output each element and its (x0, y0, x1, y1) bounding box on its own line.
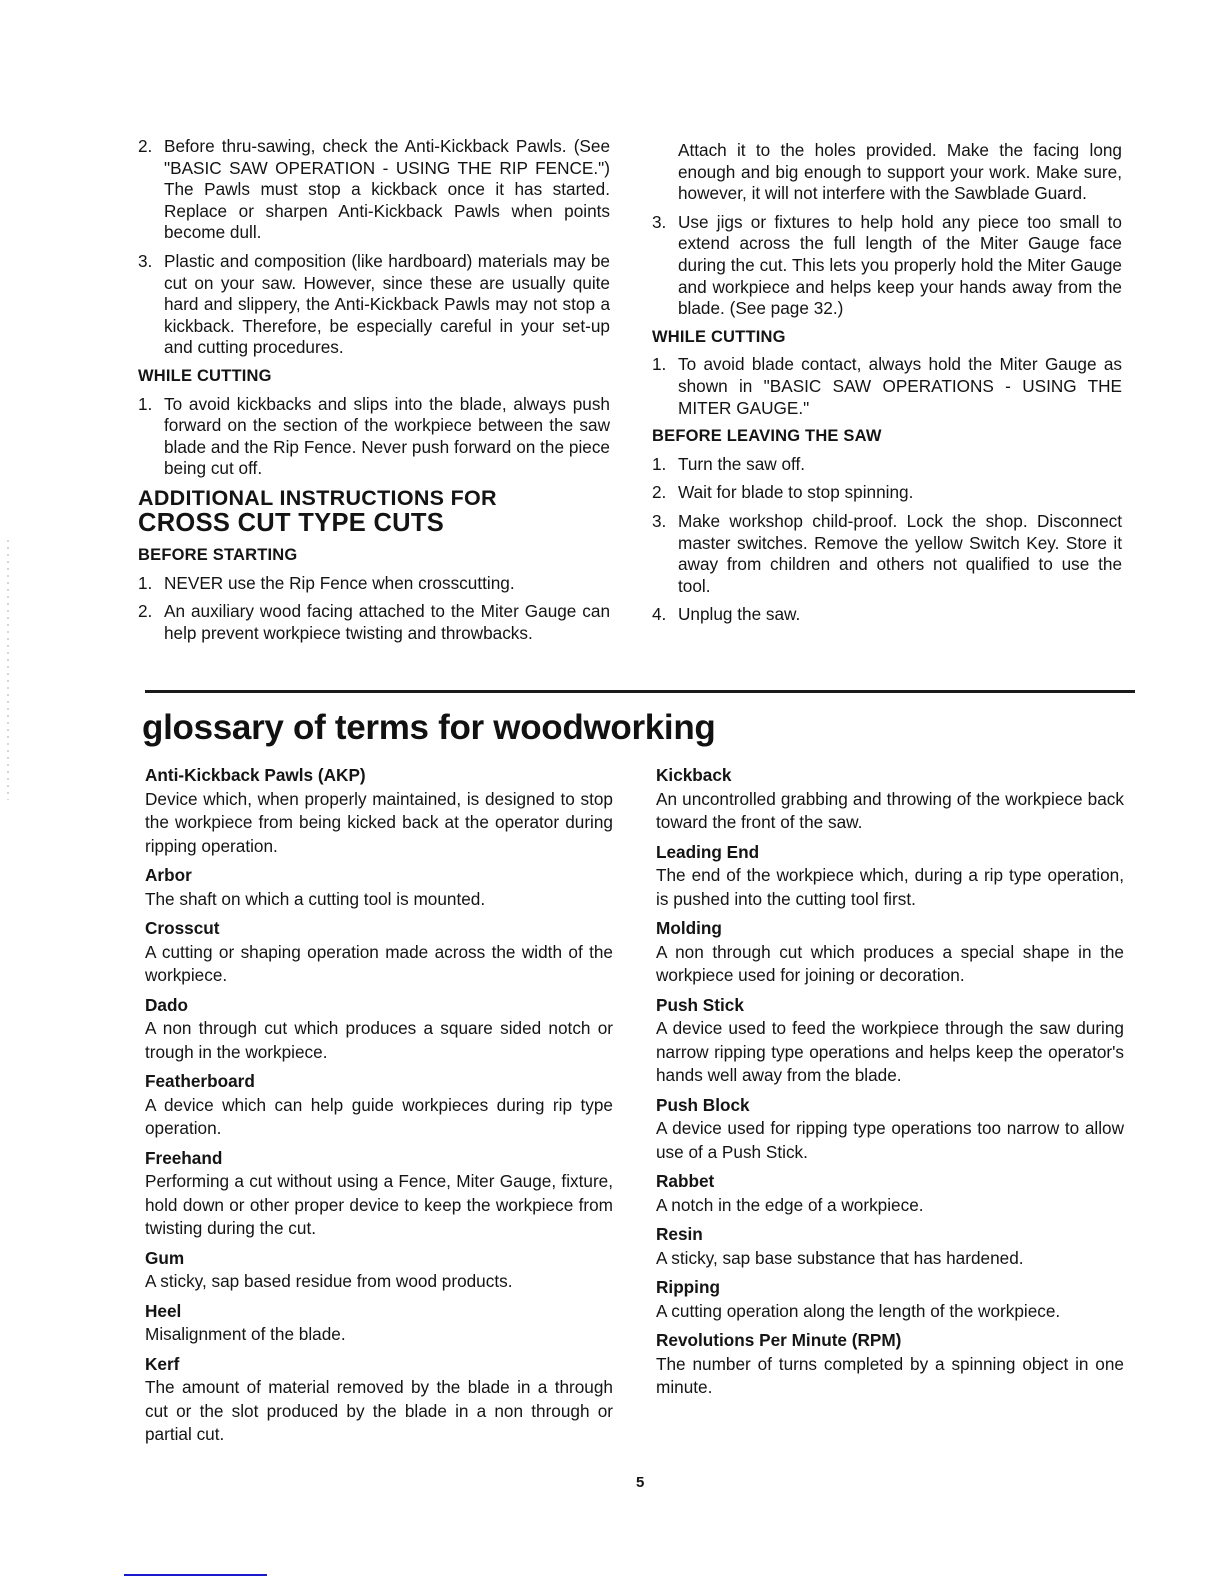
jigs-list (652, 212, 1122, 320)
glossary-definition: Device which, when properly maintained, is designed to stop the workpiece from being kicked back at the operator during ripping operation. (145, 788, 613, 856)
section-heading: WHILE CUTTING (138, 366, 272, 385)
list-item: 2. An auxiliary wood facing attached to the Miter Gauge can help prevent workpiece twisting and throwbacks. (138, 601, 610, 643)
additional-instructions-heading: ADDITIONAL INSTRUCTIONS FOR (138, 485, 497, 510)
list-item: 2. Before thru-sawing, check the Anti-Kickback Pawls. (See "BASIC SAW OPERATION - USING THE RIP FENCE.") The Pawls must stop a kickback once it has started. Replace or sharpen Anti-Kickback Pawls when points become dull. (138, 136, 610, 243)
before-starting-list (138, 573, 610, 645)
list-item: 3. Use jigs or fixtures to help hold any piece too small to extend across the full length of the Miter Gauge face during the cut. This lets you properly hold the Miter Gauge and workpiece and helps keep your hands away from the blade. (See page 32.) (652, 211, 1122, 319)
glossary-definition: Misalignment of the blade. (145, 1324, 346, 1344)
glossary-term: Molding (656, 918, 722, 938)
glossary-column-left (145, 764, 613, 1447)
glossary-definition: An uncontrolled grabbing and throwing of the workpiece back toward the front of the saw. (656, 788, 1124, 832)
list-item: 1. Turn the saw off. (652, 453, 806, 474)
glossary-term: Revolutions Per Minute (RPM) (656, 1330, 902, 1350)
before-leaving-list (652, 454, 1122, 626)
while-cutting-list (652, 354, 1122, 419)
glossary-definition: A cutting operation along the length of the workpiece. (656, 1300, 1061, 1321)
glossary-definition: A notch in the edge of a workpiece. (656, 1194, 924, 1215)
while-cutting-list (138, 394, 610, 480)
glossary-definition: A device used for ripping type operations too narrow to allow use of a Push Stick. (656, 1118, 1124, 1162)
list-item: 1. NEVER use the Rip Fence when crosscutting. (138, 572, 515, 593)
glossary-definition: A device used to feed the workpiece through the saw during narrow ripping type operations and helps keep the operator's hands well away from the blade. (656, 1018, 1124, 1085)
list-item: 4. Unplug the saw. (652, 604, 801, 625)
glossary-term: Resin (656, 1224, 703, 1244)
glossary-term: Freehand (145, 1147, 223, 1168)
page-number: 5 (636, 1474, 645, 1491)
glossary-definition: A non through cut which produces a special shape in the workpiece used for joining or decoration. (656, 941, 1124, 985)
glossary-term: Rabbet (656, 1171, 715, 1191)
list-item: 2. Wait for blade to stop spinning. (652, 482, 914, 503)
list-item: 1. To avoid blade contact, always hold the Miter Gauge as shown in "BASIC SAW OPERATIONS - USING THE MITER GAUGE." (652, 354, 1122, 418)
section-heading: BEFORE LEAVING THE SAW (652, 427, 882, 446)
glossary-term: Anti-Kickback Pawls (AKP) (145, 765, 366, 785)
glossary-definition: Performing a cut without using a Fence, Miter Gauge, fixture, hold down or other proper device to keep the workpiece from twisting during the cut. (145, 1171, 613, 1238)
safety-column-left (138, 136, 610, 651)
glossary-term: Arbor (145, 865, 192, 885)
glossary-term: Kerf (145, 1353, 180, 1374)
continued-text: Attach it to the holes provided. Make the facing long enough and big enough to support your work. Make sure, however, it will not interfere with the Sawblade Guard. (678, 140, 1122, 204)
glossary-definition: A device which can help guide workpieces during rip type operation. (145, 1094, 613, 1138)
scan-noise (7, 540, 9, 800)
glossary-definition: A cutting or shaping operation made across the width of the workpiece. (145, 941, 613, 985)
section-heading: BEFORE STARTING (138, 545, 298, 564)
safety-column-right (652, 140, 1122, 633)
glossary-column-right (656, 764, 1124, 1400)
glossary-definition: The number of turns completed by a spinning object in one minute. (656, 1353, 1124, 1397)
list-item: 3. Plastic and composition (like hardboard) materials may be cut on your saw. However, since these are usually quite hard and slippery, the Anti-Kickback Pawls may not stop a kickback. Therefore, be especially careful in your set-up and cutting procedures. (138, 250, 610, 358)
glossary-definition: A non through cut which produces a square sided notch or trough in the workpiece. (145, 1018, 613, 1062)
link-underline[interactable] (124, 1574, 267, 1576)
glossary-term: Gum (145, 1247, 185, 1268)
section-divider (145, 690, 1135, 693)
glossary-term: Ripping (656, 1277, 720, 1297)
glossary-definition: A sticky, sap based residue from wood products. (145, 1271, 513, 1291)
glossary-term: Leading End (656, 841, 760, 862)
glossary-term: Featherboard (145, 1071, 255, 1091)
section-heading: WHILE CUTTING (652, 327, 786, 346)
glossary-term: Push Block (656, 1094, 750, 1115)
glossary-term: Dado (145, 994, 188, 1015)
glossary-term: Push Stick (656, 994, 744, 1015)
list-item: 3. Make workshop child-proof. Lock the shop. Disconnect master switches. Remove the yellow Switch Key. Store it away from children and others not qualified to use the tool. (652, 510, 1122, 596)
cross-cut-heading: CROSS CUT TYPE CUTS (138, 508, 445, 537)
glossary-term: Kickback (656, 765, 732, 785)
safety-list (138, 136, 610, 359)
list-item: 1. To avoid kickbacks and slips into the blade, always push forward on the section of the workpiece between the saw blade and the Rip Fence. Never push forward on the piece being cut off. (138, 393, 610, 479)
glossary-term: Crosscut (145, 918, 220, 938)
glossary-definition: The end of the workpiece which, during a rip type operation, is pushed into the cutting tool first. (656, 865, 1124, 909)
glossary-definition: The amount of material removed by the blade in a through cut or the slot produced by the blade in a non through or partial cut. (145, 1377, 613, 1444)
glossary-term: Heel (145, 1300, 182, 1321)
glossary-definition: A sticky, sap base substance that has hardened. (656, 1247, 1024, 1268)
glossary-definition: The shaft on which a cutting tool is mounted. (145, 888, 486, 909)
glossary-title: glossary of terms for woodworking (142, 708, 716, 747)
